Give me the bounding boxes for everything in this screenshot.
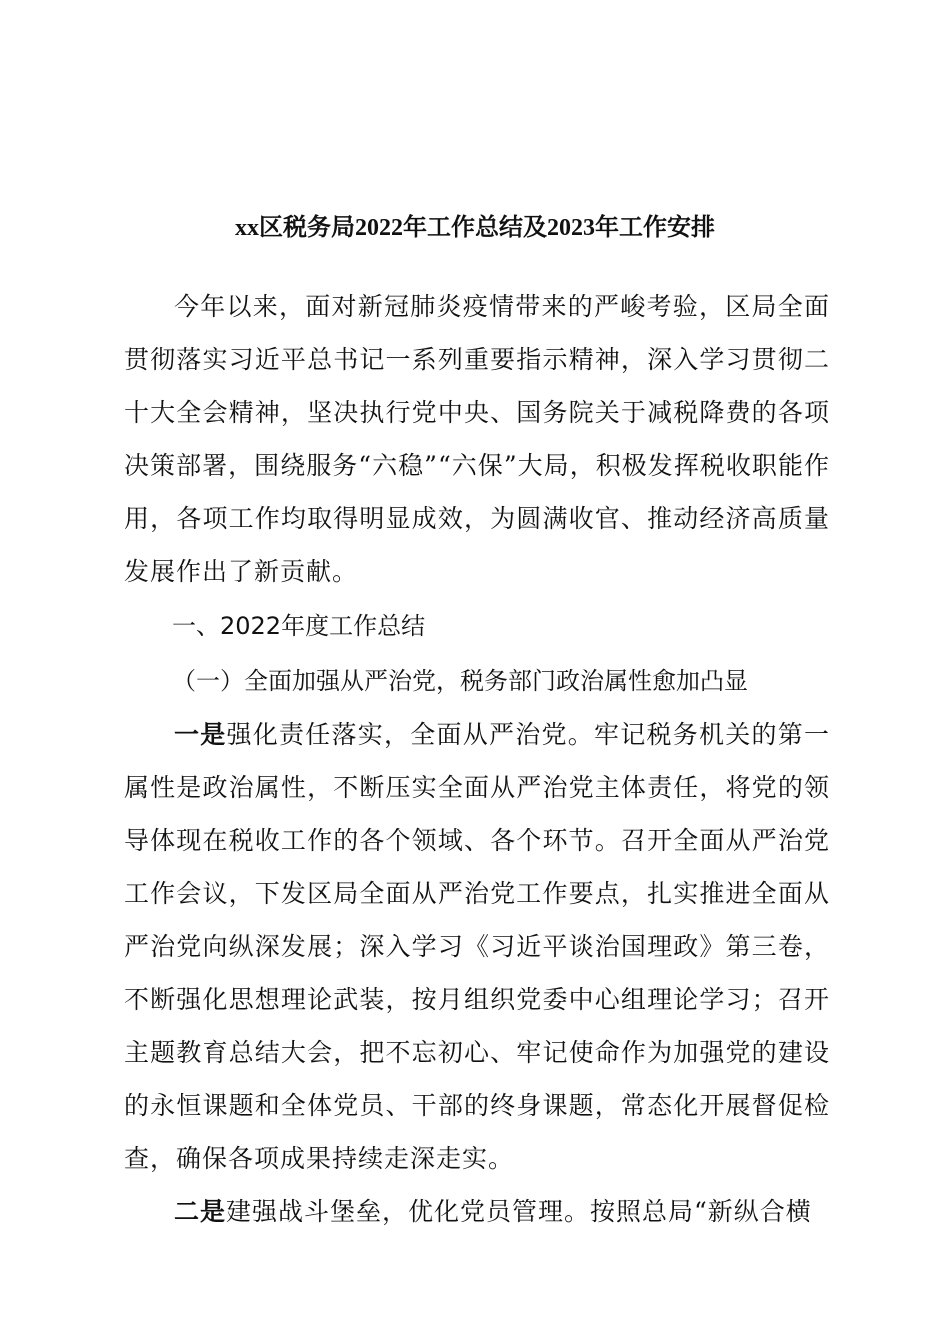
section-heading-annual-summary: 一、2022年度工作总结 — [172, 612, 426, 640]
subsection-heading-party-governance: （一）全面加强从严治党，税务部门政治属性愈加凸显 — [172, 667, 748, 695]
intro-paragraph: 今年以来，面对新冠肺炎疫情带来的严峻考验，区局全面贯彻落实习近平总书记一系列重要指示精神，深入学习贯彻二十大全会精神，坚决执行党中央、国务院关于减税降费的各项决策部署，围绕服务“六稳”“六保”大局，积极发挥税收职能作用，各项工作均取得明显成效，为圆满收官、推动经济高质量发展作出了新贡献。 — [124, 292, 830, 586]
item-two-text: 建强战斗堡垒，优化党员管理。按照总局“新纵合横 — [226, 1197, 812, 1226]
item-one-lead: 一是 — [174, 720, 227, 749]
document-body — [124, 280, 830, 1238]
paragraph-item-one — [124, 708, 830, 1185]
paragraph-item-two — [124, 1185, 830, 1238]
item-one-text: 强化责任落实，全面从严治党。牢记税务机关的第一属性是政治属性，不断压实全面从严治党主体责任，将党的领导体现在税收工作的各个领域、各个环节。召开全面从严治党工作会议，下发区局全面从严治党工作要点，扎实推进全面从严治党向纵深发展；深入学习《习近平谈治国理政》第三卷，不断强化思想理论武装，按月组织党委中心组理论学习；召开主题教育总结大会，把不忘初心、牢记使命作为加强党的建设的永恒课题和全体党员、干部的终身课题，常态化开展督促检查，确保各项成果持续走深走实。 — [124, 720, 830, 1173]
item-two-lead: 二是 — [174, 1197, 227, 1226]
document-title: xx区税务局2022年工作总结及2023年工作安排 — [235, 215, 715, 241]
